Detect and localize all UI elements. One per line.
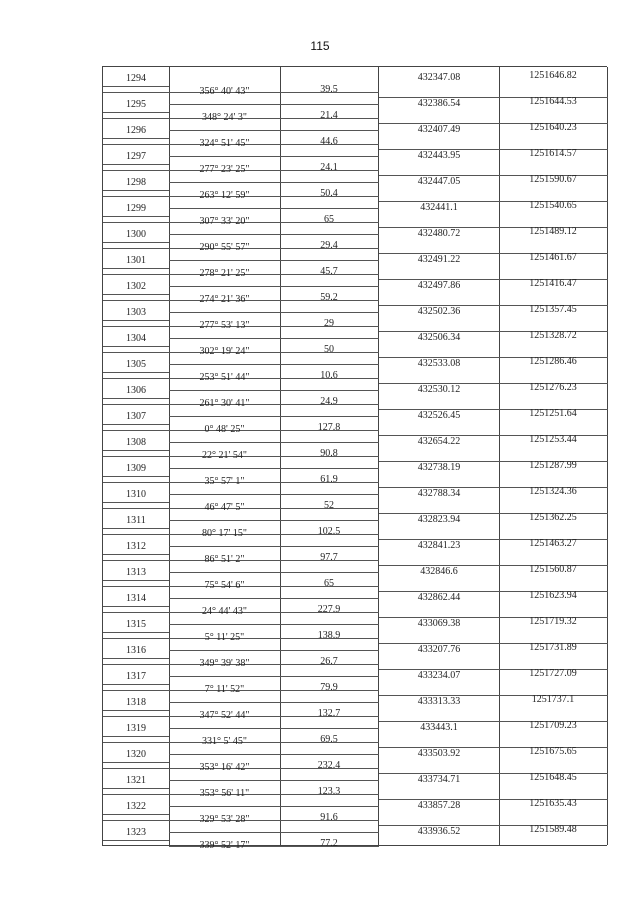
row-rule	[103, 320, 169, 321]
bearing-cell: 348° 24' 3"	[202, 112, 247, 123]
row-rule	[103, 710, 169, 711]
row-rule	[103, 612, 169, 613]
point-number-cell: 1294	[126, 73, 146, 84]
y-coordinate-cell: 1251731.89	[529, 642, 577, 653]
row-rule	[103, 112, 169, 113]
distance-cell: 45.7	[320, 266, 338, 277]
row-rule	[169, 468, 379, 469]
bearing-cell: 277° 23' 25"	[199, 164, 250, 175]
bearing-cell: 5° 11' 25"	[204, 632, 245, 643]
row-rule	[103, 294, 169, 295]
x-coordinate-cell: 432447.05	[417, 176, 461, 187]
row-rule	[169, 286, 379, 287]
row-rule	[103, 346, 169, 347]
distance-cell: 79.9	[320, 682, 338, 693]
x-coordinate-cell: 433443.1	[420, 722, 458, 733]
row-rule	[169, 572, 379, 573]
point-number-cell: 1310	[126, 489, 146, 500]
y-coordinate-cell: 1251489.12	[529, 226, 577, 237]
bearing-cell: 7° 11' 52"	[204, 684, 245, 695]
x-coordinate-cell: 433734.71	[417, 774, 461, 785]
row-rule	[103, 716, 169, 717]
row-rule	[103, 170, 169, 171]
point-number-cell: 1317	[126, 671, 146, 682]
x-coordinate-cell: 432841.23	[417, 540, 461, 551]
point-number-cell: 1296	[126, 125, 146, 136]
bearing-cell: 290° 55' 57"	[199, 242, 250, 253]
row-rule	[103, 86, 169, 87]
row-rule	[103, 632, 169, 633]
y-coordinate-cell: 1251540.65	[529, 200, 577, 211]
bearing-cell: 353° 56' 11"	[199, 788, 250, 799]
bearing-cell: 22° 21' 54"	[202, 450, 247, 461]
x-coordinate-cell: 432823.94	[417, 514, 461, 525]
row-rule	[103, 664, 169, 665]
row-rule	[169, 156, 379, 157]
x-coordinate-cell: 432654.22	[417, 436, 461, 447]
y-coordinate-cell: 1251324.36	[529, 486, 577, 497]
y-coordinate-cell: 1251461.67	[529, 252, 577, 263]
point-number-cell: 1322	[126, 801, 146, 812]
row-rule	[103, 274, 169, 275]
distance-cell: 26.7	[320, 656, 338, 667]
survey-coordinates-table	[102, 66, 607, 851]
bearing-cell: 329° 53' 28"	[199, 814, 250, 825]
distance-cell: 97.7	[320, 552, 338, 563]
row-rule	[103, 736, 169, 737]
bearing-cell: 80° 17' 15"	[202, 528, 247, 539]
bearing-cell: 261° 30' 41"	[199, 398, 250, 409]
page-number: 115	[310, 39, 330, 53]
row-rule	[169, 780, 379, 781]
distance-cell: 91.6	[320, 812, 338, 823]
bearing-cell: 356° 40' 43"	[199, 86, 250, 97]
row-rule	[169, 702, 379, 703]
y-coordinate-cell: 1251709.23	[529, 720, 577, 731]
x-coordinate-cell: 432788.34	[417, 488, 461, 499]
distance-cell: 61.9	[320, 474, 338, 485]
row-rule	[103, 476, 169, 477]
row-rule	[103, 794, 169, 795]
bearing-cell: 277° 53' 13"	[199, 320, 250, 331]
distance-cell: 77.2	[320, 838, 338, 849]
bearing-cell: 86° 51' 2"	[204, 554, 245, 565]
row-rule	[169, 104, 379, 105]
row-rule	[103, 840, 169, 841]
y-coordinate-cell: 1251560.87	[529, 564, 577, 575]
row-rule	[169, 754, 379, 755]
x-coordinate-cell: 432491.22	[417, 254, 461, 265]
y-coordinate-cell: 1251646.82	[529, 70, 577, 81]
row-rule	[103, 762, 169, 763]
row-rule	[103, 268, 169, 269]
distance-cell: 50	[324, 344, 334, 355]
x-coordinate-cell: 432862.44	[417, 592, 461, 603]
point-number-cell: 1299	[126, 203, 146, 214]
y-coordinate-cell: 1251357.45	[529, 304, 577, 315]
point-number-cell: 1303	[126, 307, 146, 318]
point-number-cell: 1320	[126, 749, 146, 760]
x-coordinate-cell: 433503.92	[417, 748, 461, 759]
row-rule	[103, 242, 169, 243]
distance-cell: 29.4	[320, 240, 338, 251]
bearing-cell: 253° 51' 44"	[199, 372, 250, 383]
row-rule	[103, 144, 169, 145]
bearing-cell: 353° 16' 42"	[199, 762, 250, 773]
row-rule	[103, 586, 169, 587]
row-rule	[169, 234, 379, 235]
row-rule	[169, 130, 379, 131]
point-number-cell: 1300	[126, 229, 146, 240]
row-rule	[103, 456, 169, 457]
y-coordinate-cell: 1251416.47	[529, 278, 577, 289]
row-rule	[103, 164, 169, 165]
row-rule	[169, 520, 379, 521]
point-number-cell: 1312	[126, 541, 146, 552]
row-rule	[103, 378, 169, 379]
bearing-cell: 347° 52' 44"	[199, 710, 250, 721]
bearing-cell: 331° 5' 45"	[202, 736, 247, 747]
distance-cell: 21.4	[320, 110, 338, 121]
point-number-cell: 1323	[126, 827, 146, 838]
y-coordinate-cell: 1251590.67	[529, 174, 577, 185]
distance-cell: 24.9	[320, 396, 338, 407]
point-number-cell: 1295	[126, 99, 146, 110]
bearing-cell: 307° 33' 20"	[199, 216, 250, 227]
point-number-cell: 1316	[126, 645, 146, 656]
row-rule	[103, 482, 169, 483]
row-rule	[169, 832, 379, 833]
y-coordinate-cell: 1251276.23	[529, 382, 577, 393]
y-coordinate-cell: 1251737.1	[531, 694, 575, 705]
point-number-cell: 1297	[126, 151, 146, 162]
bearing-cell: 339° 52' 17"	[199, 840, 250, 851]
x-coordinate-cell: 433857.28	[417, 800, 461, 811]
row-rule	[103, 554, 169, 555]
y-coordinate-cell: 1251727.09	[529, 668, 577, 679]
bearing-cell: 263° 12' 59"	[199, 190, 250, 201]
distance-cell: 39.5	[320, 84, 338, 95]
y-coordinate-cell: 1251614.57	[529, 148, 577, 159]
y-coordinate-cell: 1251362.25	[529, 512, 577, 523]
row-rule	[169, 494, 379, 495]
row-rule	[103, 580, 169, 581]
row-rule	[103, 528, 169, 529]
x-coordinate-cell: 432480.72	[417, 228, 461, 239]
row-rule	[103, 430, 169, 431]
row-rule	[103, 450, 169, 451]
row-rule	[103, 502, 169, 503]
distance-cell: 50.4	[320, 188, 338, 199]
distance-cell: 123.3	[317, 786, 341, 797]
row-rule	[103, 222, 169, 223]
bearing-cell: 274° 21' 36"	[199, 294, 250, 305]
x-coordinate-cell: 432506.34	[417, 332, 461, 343]
y-coordinate-cell: 1251675.65	[529, 746, 577, 757]
row-rule	[103, 248, 169, 249]
row-rule	[169, 312, 379, 313]
row-rule	[103, 814, 169, 815]
x-coordinate-cell: 432526.45	[417, 410, 461, 421]
distance-cell: 65	[324, 214, 334, 225]
y-coordinate-cell: 1251286.46	[529, 356, 577, 367]
bearing-cell: 324° 51' 45"	[199, 138, 250, 149]
row-rule	[103, 560, 169, 561]
row-rule	[169, 338, 379, 339]
row-rule	[169, 364, 379, 365]
point-number-cell: 1298	[126, 177, 146, 188]
distance-cell: 232.4	[317, 760, 341, 771]
x-coordinate-cell: 432497.86	[417, 280, 461, 291]
row-rule	[103, 372, 169, 373]
row-rule	[169, 728, 379, 729]
row-rule	[103, 690, 169, 691]
row-rule	[103, 216, 169, 217]
row-rule	[103, 398, 169, 399]
x-coordinate-cell: 432530.12	[417, 384, 461, 395]
row-rule	[103, 424, 169, 425]
point-number-cell: 1307	[126, 411, 146, 422]
distance-cell: 52	[324, 500, 334, 511]
bearing-cell: 35° 57' 1"	[204, 476, 245, 487]
point-number-cell: 1311	[126, 515, 146, 526]
y-coordinate-cell: 1251253.44	[529, 434, 577, 445]
row-rule	[103, 508, 169, 509]
y-coordinate-cell: 1251644.53	[529, 96, 577, 107]
y-coordinate-cell: 1251287.99	[529, 460, 577, 471]
x-coordinate-cell: 432386.54	[417, 98, 461, 109]
point-number-cell: 1318	[126, 697, 146, 708]
row-rule	[169, 416, 379, 417]
x-coordinate-cell: 433069.38	[417, 618, 461, 629]
x-coordinate-cell: 432347.08	[417, 72, 461, 83]
distance-cell: 44.6	[320, 136, 338, 147]
y-coordinate-cell: 1251589.48	[529, 824, 577, 835]
y-coordinate-cell: 1251719.32	[529, 616, 577, 627]
distance-cell: 132.7	[317, 708, 341, 719]
distance-cell: 102.5	[317, 526, 341, 537]
row-rule	[103, 742, 169, 743]
point-number-cell: 1302	[126, 281, 146, 292]
row-rule	[103, 352, 169, 353]
row-rule	[103, 404, 169, 405]
x-coordinate-cell: 432846.6	[420, 566, 458, 577]
x-coordinate-cell: 432533.08	[417, 358, 461, 369]
y-coordinate-cell: 1251648.45	[529, 772, 577, 783]
distance-cell: 90.8	[320, 448, 338, 459]
point-number-cell: 1306	[126, 385, 146, 396]
point-number-cell: 1313	[126, 567, 146, 578]
y-coordinate-cell: 1251635.43	[529, 798, 577, 809]
distance-cell: 127.8	[317, 422, 341, 433]
row-rule	[169, 650, 379, 651]
point-number-cell: 1305	[126, 359, 146, 370]
x-coordinate-cell: 432738.19	[417, 462, 461, 473]
x-coordinate-cell: 432502.36	[417, 306, 461, 317]
row-rule	[103, 638, 169, 639]
point-number-cell: 1319	[126, 723, 146, 734]
row-rule	[103, 606, 169, 607]
x-coordinate-cell: 433936.52	[417, 826, 461, 837]
distance-cell: 227.9	[317, 604, 341, 615]
row-rule	[103, 768, 169, 769]
row-rule	[169, 676, 379, 677]
row-rule	[103, 534, 169, 535]
bearing-cell: 75° 54' 6"	[204, 580, 245, 591]
point-number-cell: 1301	[126, 255, 146, 266]
row-rule	[103, 190, 169, 191]
y-coordinate-cell: 1251463.27	[529, 538, 577, 549]
distance-cell: 65	[324, 578, 334, 589]
row-rule	[103, 788, 169, 789]
distance-cell: 59.2	[320, 292, 338, 303]
distance-cell: 24.1	[320, 162, 338, 173]
x-coordinate-cell: 432407.49	[417, 124, 461, 135]
y-coordinate-cell: 1251640.23	[529, 122, 577, 133]
row-rule	[103, 658, 169, 659]
row-rule	[103, 196, 169, 197]
x-coordinate-cell: 433234.07	[417, 670, 461, 681]
bearing-cell: 46° 47' 5"	[204, 502, 245, 513]
distance-cell: 138.9	[317, 630, 341, 641]
row-rule	[169, 182, 379, 183]
point-number-cell: 1308	[126, 437, 146, 448]
distance-cell: 69.5	[320, 734, 338, 745]
y-coordinate-cell: 1251251.64	[529, 408, 577, 419]
bearing-cell: 302° 19' 24"	[199, 346, 250, 357]
row-rule	[169, 442, 379, 443]
row-rule	[103, 118, 169, 119]
row-rule	[169, 260, 379, 261]
distance-cell: 10.6	[320, 370, 338, 381]
row-rule	[169, 390, 379, 391]
row-rule	[103, 820, 169, 821]
row-rule	[169, 598, 379, 599]
column-divider	[607, 67, 608, 845]
point-number-cell: 1321	[126, 775, 146, 786]
bearing-cell: 0° 48' 25"	[204, 424, 245, 435]
y-coordinate-cell: 1251328.72	[529, 330, 577, 341]
row-rule	[169, 546, 379, 547]
x-coordinate-cell: 433313.33	[417, 696, 461, 707]
x-coordinate-cell: 433207.76	[417, 644, 461, 655]
row-rule	[169, 806, 379, 807]
row-rule	[103, 684, 169, 685]
row-rule	[169, 624, 379, 625]
point-number-cell: 1304	[126, 333, 146, 344]
x-coordinate-cell: 432441.1	[420, 202, 458, 213]
x-coordinate-cell: 432443.95	[417, 150, 461, 161]
row-rule	[103, 92, 169, 93]
distance-cell: 29	[324, 318, 334, 329]
point-number-cell: 1314	[126, 593, 146, 604]
row-rule	[103, 138, 169, 139]
bearing-cell: 24° 44' 43"	[202, 606, 247, 617]
row-rule	[169, 208, 379, 209]
row-rule	[103, 300, 169, 301]
y-coordinate-cell: 1251623.94	[529, 590, 577, 601]
point-number-cell: 1315	[126, 619, 146, 630]
row-rule	[103, 326, 169, 327]
bearing-cell: 278° 21' 25"	[199, 268, 250, 279]
bearing-cell: 349° 39' 38"	[199, 658, 250, 669]
point-number-cell: 1309	[126, 463, 146, 474]
